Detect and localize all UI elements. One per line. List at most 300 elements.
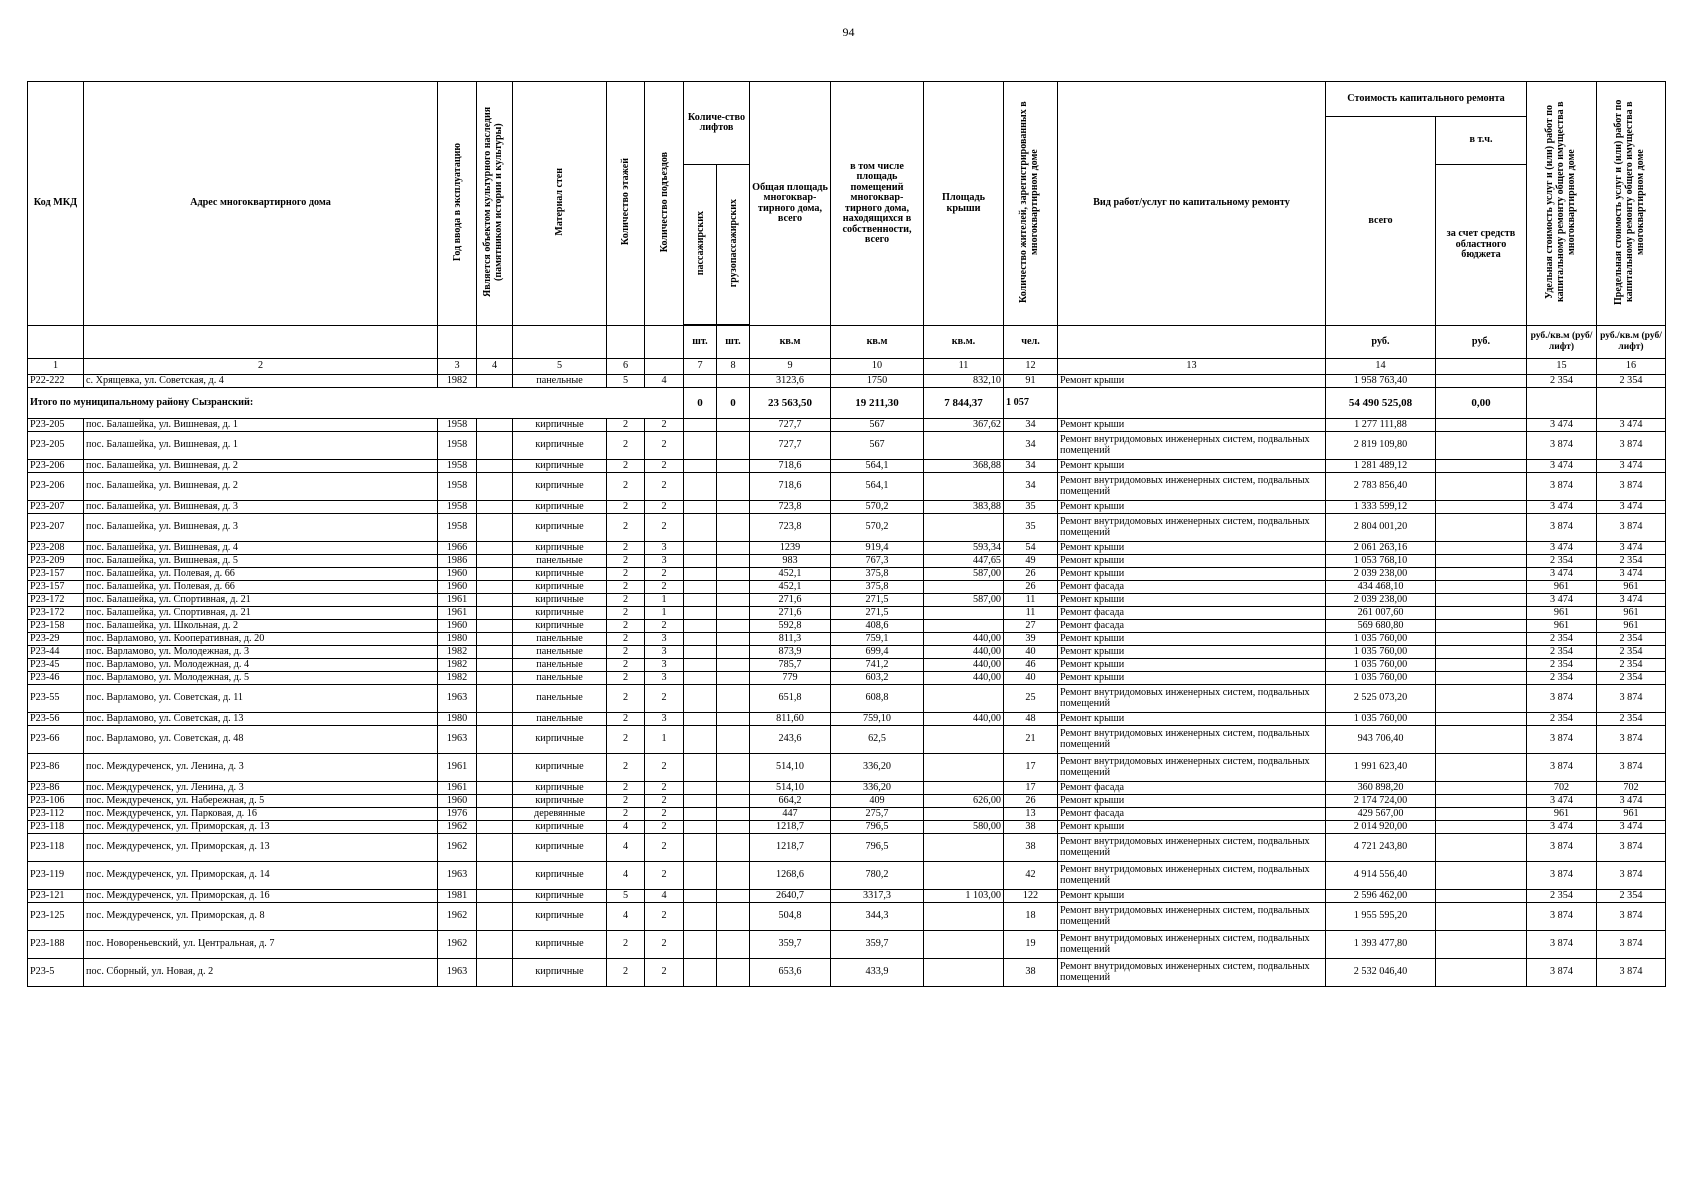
header-work-type: Вид работ/услуг по капитальному ремонту bbox=[1058, 82, 1326, 326]
cell-unit-cost: 3 474 bbox=[1527, 594, 1597, 607]
cell-address: пос. Междуреченск, ул. Парковая, д. 16 bbox=[84, 808, 438, 821]
cell-unit-cost: 3 874 bbox=[1527, 432, 1597, 460]
cell-unit-cost: 961 bbox=[1527, 620, 1597, 633]
cell-code: Р23-55 bbox=[28, 685, 84, 713]
cell-material: деревянные bbox=[513, 808, 607, 821]
header-lifts-freight: грузопассажирских bbox=[717, 165, 750, 325]
cell-roof-area: 580,00 bbox=[924, 821, 1004, 834]
cell-material: кирпичные bbox=[513, 607, 607, 620]
cell-lifts-freight bbox=[717, 460, 750, 473]
cell-code: Р23-5 bbox=[28, 959, 84, 987]
cell-lifts-freight bbox=[717, 890, 750, 903]
cell-residents: 18 bbox=[1004, 903, 1058, 931]
cell-work-type: Ремонт внутридомовых инженерных систем, подвальных помещений bbox=[1058, 726, 1326, 754]
cell-material: кирпичные bbox=[513, 795, 607, 808]
cell-code: Р23-158 bbox=[28, 620, 84, 633]
cell-floors: 2 bbox=[607, 672, 645, 685]
cell-lifts-passenger bbox=[684, 607, 717, 620]
cell-floors: 2 bbox=[607, 460, 645, 473]
cell-year: 1960 bbox=[438, 581, 477, 594]
cell-max-cost: 961 bbox=[1597, 581, 1666, 594]
cell-max-cost: 2 354 bbox=[1597, 659, 1666, 672]
col-num: 16 bbox=[1597, 359, 1666, 375]
cell-total-area: 785,7 bbox=[750, 659, 831, 672]
cell-max-cost: 2 354 bbox=[1597, 555, 1666, 568]
col-num bbox=[1436, 359, 1527, 375]
cell-entrances: 2 bbox=[645, 903, 684, 931]
cell-lifts-passenger bbox=[684, 555, 717, 568]
cell-lifts-freight bbox=[717, 594, 750, 607]
cell-roof-area: 440,00 bbox=[924, 646, 1004, 659]
cell-unit-cost: 702 bbox=[1527, 782, 1597, 795]
cell-residents: 25 bbox=[1004, 685, 1058, 713]
cell-material: кирпичные bbox=[513, 594, 607, 607]
header-max-cost: Предельная стоимость услуг и (или) работ по капитальному ремонту общего имущества в многоквартирном доме bbox=[1597, 82, 1666, 326]
cell-code: Р23-112 bbox=[28, 808, 84, 821]
cell-residents: 34 bbox=[1004, 460, 1058, 473]
cell-entrances: 1 bbox=[645, 726, 684, 754]
cell-roof-area bbox=[924, 959, 1004, 987]
cell-code: Р23-66 bbox=[28, 726, 84, 754]
cell-owned-area: 409 bbox=[831, 795, 924, 808]
header-year: Год ввода в эксплуатацию bbox=[438, 82, 477, 326]
table-row bbox=[28, 555, 1666, 568]
cell-address: пос. Балашейка, ул. Вишневая, д. 1 bbox=[84, 432, 438, 460]
cell-max-cost: 3 874 bbox=[1597, 862, 1666, 890]
cell-cost: 4 721 243,80 bbox=[1326, 834, 1436, 862]
unit-cell: руб./кв.м (руб/лифт) bbox=[1527, 326, 1597, 359]
cell-total-area: 664,2 bbox=[750, 795, 831, 808]
cell-unit-cost: 3 874 bbox=[1527, 959, 1597, 987]
cell-regional bbox=[1436, 419, 1527, 432]
cell-year: 1963 bbox=[438, 726, 477, 754]
cell-material: кирпичные bbox=[513, 460, 607, 473]
cell-heritage bbox=[477, 903, 513, 931]
cell-material: панельные bbox=[513, 633, 607, 646]
cell-residents: 38 bbox=[1004, 959, 1058, 987]
cell-material: кирпичные bbox=[513, 782, 607, 795]
cell-entrances: 2 bbox=[645, 821, 684, 834]
header-owned-area: в том числе площадь помещений многоквар-тирного дома, находящихся в собственности, всего bbox=[831, 82, 924, 326]
cell-entrances: 3 bbox=[645, 659, 684, 672]
cell-entrances: 2 bbox=[645, 514, 684, 542]
cell-lifts-freight bbox=[717, 672, 750, 685]
col-num: 13 bbox=[1058, 359, 1326, 375]
cell-address: пос. Междуреченск, ул. Приморская, д. 13 bbox=[84, 821, 438, 834]
cell-max-cost: 961 bbox=[1597, 808, 1666, 821]
cell-work-type: Ремонт крыши bbox=[1058, 633, 1326, 646]
cell-year: 1982 bbox=[438, 659, 477, 672]
cell-code: Р22-222 bbox=[28, 375, 84, 388]
cell-cost: 1 035 760,00 bbox=[1326, 633, 1436, 646]
cell-unit-cost: 3 474 bbox=[1527, 419, 1597, 432]
cell-address: пос. Варламово, ул. Молодежная, д. 5 bbox=[84, 672, 438, 685]
cell-unit-cost: 2 354 bbox=[1527, 555, 1597, 568]
cell-work-type: Ремонт крыши bbox=[1058, 795, 1326, 808]
cell-cost: 1 955 595,20 bbox=[1326, 903, 1436, 931]
cell-entrances: 2 bbox=[645, 862, 684, 890]
cell-cost: 434 468,10 bbox=[1326, 581, 1436, 594]
cell-heritage bbox=[477, 808, 513, 821]
cell-work-type: Ремонт крыши bbox=[1058, 555, 1326, 568]
cell-work-type: Ремонт крыши bbox=[1058, 672, 1326, 685]
cell-entrances: 2 bbox=[645, 834, 684, 862]
cell-work-type: Ремонт внутридомовых инженерных систем, подвальных помещений bbox=[1058, 473, 1326, 501]
cell-lifts-passenger bbox=[684, 460, 717, 473]
cell-work-type: Ремонт внутридомовых инженерных систем, подвальных помещений bbox=[1058, 514, 1326, 542]
cell-material: кирпичные bbox=[513, 903, 607, 931]
table-row bbox=[28, 659, 1666, 672]
cell-lifts-passenger bbox=[684, 672, 717, 685]
cell-year: 1962 bbox=[438, 834, 477, 862]
column-numbers-row bbox=[28, 359, 1666, 375]
cell-regional bbox=[1436, 432, 1527, 460]
cell-address: пос. Балашейка, ул. Вишневая, д. 2 bbox=[84, 460, 438, 473]
cell-total-area: 718,6 bbox=[750, 473, 831, 501]
table-row bbox=[28, 419, 1666, 432]
table-row bbox=[28, 672, 1666, 685]
cell-unit-cost: 3 874 bbox=[1527, 903, 1597, 931]
cell-heritage bbox=[477, 931, 513, 959]
cell-work-type: Ремонт внутридомовых инженерных систем, подвальных помещений bbox=[1058, 685, 1326, 713]
table-header bbox=[28, 82, 1666, 375]
cell-unit-cost: 3 874 bbox=[1527, 514, 1597, 542]
cell-lifts-passenger bbox=[684, 726, 717, 754]
cell-address: пос. Междуреченск, ул. Приморская, д. 13 bbox=[84, 834, 438, 862]
cell-owned-area: 759,1 bbox=[831, 633, 924, 646]
cell-total-area: 983 bbox=[750, 555, 831, 568]
cell-floors: 2 bbox=[607, 795, 645, 808]
total-body bbox=[28, 388, 1666, 419]
cell-total-area: 1239 bbox=[750, 542, 831, 555]
table-row bbox=[28, 795, 1666, 808]
cell-heritage bbox=[477, 542, 513, 555]
cell-owned-area: 62,5 bbox=[831, 726, 924, 754]
cell-residents: 11 bbox=[1004, 607, 1058, 620]
cell-work-type: Ремонт фасада bbox=[1058, 607, 1326, 620]
cell-lifts-passenger bbox=[684, 890, 717, 903]
cell-year: 1982 bbox=[438, 672, 477, 685]
cell-entrances: 2 bbox=[645, 808, 684, 821]
cell-owned-area: 608,8 bbox=[831, 685, 924, 713]
cell-code: Р23-44 bbox=[28, 646, 84, 659]
cell-code: Р23-209 bbox=[28, 555, 84, 568]
cell-owned-area: 564,1 bbox=[831, 460, 924, 473]
cell-roof-area: 832,10 bbox=[924, 375, 1004, 388]
cell-lifts-freight bbox=[717, 931, 750, 959]
cell-heritage bbox=[477, 754, 513, 782]
cell-lifts-freight bbox=[717, 795, 750, 808]
cell-code: Р23-172 bbox=[28, 607, 84, 620]
cell-year: 1963 bbox=[438, 959, 477, 987]
cell-floors: 2 bbox=[607, 808, 645, 821]
cell-material: панельные bbox=[513, 375, 607, 388]
cell-regional bbox=[1436, 646, 1527, 659]
cell-address: пос. Междуреченск, ул. Приморская, д. 14 bbox=[84, 862, 438, 890]
cell-year: 1960 bbox=[438, 795, 477, 808]
cell-cost: 2 174 724,00 bbox=[1326, 795, 1436, 808]
cell-cost: 1 035 760,00 bbox=[1326, 713, 1436, 726]
cell-work-type: Ремонт крыши bbox=[1058, 375, 1326, 388]
cell-total-area: 447 bbox=[750, 808, 831, 821]
cell-cost: 2 819 109,80 bbox=[1326, 432, 1436, 460]
cell-total-area: 504,8 bbox=[750, 903, 831, 931]
cell-roof-area bbox=[924, 432, 1004, 460]
cell-work-type: Ремонт крыши bbox=[1058, 713, 1326, 726]
cell-owned-area: 796,5 bbox=[831, 821, 924, 834]
cell-floors: 5 bbox=[607, 890, 645, 903]
header-lifts-passenger: пассажирских bbox=[684, 165, 717, 325]
cell-unit-cost: 2 354 bbox=[1527, 646, 1597, 659]
cell-lifts-freight bbox=[717, 862, 750, 890]
cell-max-cost: 3 474 bbox=[1597, 419, 1666, 432]
cell-owned-area: 375,8 bbox=[831, 581, 924, 594]
cell-total-area: 718,6 bbox=[750, 460, 831, 473]
capital-repair-table bbox=[27, 81, 1666, 987]
cell-code: Р23-157 bbox=[28, 568, 84, 581]
cell-code: Р23-157 bbox=[28, 581, 84, 594]
cell-address: пос. Междуреченск, ул. Ленина, д. 3 bbox=[84, 754, 438, 782]
cell-total-area: 3123,6 bbox=[750, 375, 831, 388]
header-regional-budget: за счет средств областного бюджета bbox=[1436, 165, 1527, 326]
cell-year: 1958 bbox=[438, 514, 477, 542]
cell-max-cost: 3 474 bbox=[1597, 501, 1666, 514]
cell-heritage bbox=[477, 375, 513, 388]
cell-heritage bbox=[477, 620, 513, 633]
cell-residents: 40 bbox=[1004, 646, 1058, 659]
total-residents: 1 057 bbox=[1004, 388, 1058, 419]
cell-owned-area: 741,2 bbox=[831, 659, 924, 672]
cell-max-cost: 3 474 bbox=[1597, 460, 1666, 473]
cell-cost: 1 958 763,40 bbox=[1326, 375, 1436, 388]
cell-material: кирпичные bbox=[513, 419, 607, 432]
cell-entrances: 2 bbox=[645, 432, 684, 460]
total-regional: 0,00 bbox=[1436, 388, 1527, 419]
cell-roof-area bbox=[924, 834, 1004, 862]
cell-code: Р23-206 bbox=[28, 473, 84, 501]
cell-material: кирпичные bbox=[513, 432, 607, 460]
cell-total-area: 452,1 bbox=[750, 568, 831, 581]
cell-cost: 1 281 489,12 bbox=[1326, 460, 1436, 473]
cell-max-cost: 3 474 bbox=[1597, 542, 1666, 555]
cell-unit-cost: 3 474 bbox=[1527, 795, 1597, 808]
cell-lifts-passenger bbox=[684, 931, 717, 959]
cell-year: 1961 bbox=[438, 754, 477, 782]
cell-regional bbox=[1436, 659, 1527, 672]
cell-heritage bbox=[477, 834, 513, 862]
cell-floors: 2 bbox=[607, 542, 645, 555]
cell-unit-cost: 2 354 bbox=[1527, 375, 1597, 388]
cell-max-cost: 3 874 bbox=[1597, 473, 1666, 501]
cell-total-area: 452,1 bbox=[750, 581, 831, 594]
cell-lifts-freight bbox=[717, 581, 750, 594]
cell-cost: 1 991 623,40 bbox=[1326, 754, 1436, 782]
cell-year: 1963 bbox=[438, 862, 477, 890]
cell-residents: 122 bbox=[1004, 890, 1058, 903]
cell-heritage bbox=[477, 555, 513, 568]
cell-regional bbox=[1436, 834, 1527, 862]
table-row bbox=[28, 890, 1666, 903]
cell-work-type: Ремонт внутридомовых инженерных систем, подвальных помещений bbox=[1058, 754, 1326, 782]
cell-max-cost: 961 bbox=[1597, 607, 1666, 620]
cell-unit-cost: 2 354 bbox=[1527, 890, 1597, 903]
cell-cost: 2 596 462,00 bbox=[1326, 890, 1436, 903]
cell-total-area: 723,8 bbox=[750, 501, 831, 514]
cell-residents: 49 bbox=[1004, 555, 1058, 568]
cell-entrances: 3 bbox=[645, 633, 684, 646]
cell-owned-area: 375,8 bbox=[831, 568, 924, 581]
unit-cell: шт. bbox=[717, 326, 750, 359]
cell-residents: 26 bbox=[1004, 795, 1058, 808]
cell-roof-area bbox=[924, 808, 1004, 821]
total-lifts-passenger: 0 bbox=[684, 388, 717, 419]
cell-heritage bbox=[477, 514, 513, 542]
cell-cost: 2 783 856,40 bbox=[1326, 473, 1436, 501]
cell-year: 1981 bbox=[438, 890, 477, 903]
cell-regional bbox=[1436, 581, 1527, 594]
header-code: Код МКД bbox=[28, 82, 84, 326]
cell-regional bbox=[1436, 514, 1527, 542]
rows-body bbox=[28, 419, 1666, 987]
cell-year: 1962 bbox=[438, 903, 477, 931]
cell-lifts-passenger bbox=[684, 594, 717, 607]
cell-lifts-passenger bbox=[684, 782, 717, 795]
cell-cost: 2 039 238,00 bbox=[1326, 568, 1436, 581]
cell-floors: 2 bbox=[607, 959, 645, 987]
cell-address: пос. Междуреченск, ул. Приморская, д. 16 bbox=[84, 890, 438, 903]
table-row bbox=[28, 821, 1666, 834]
cell-material: панельные bbox=[513, 659, 607, 672]
cell-floors: 2 bbox=[607, 432, 645, 460]
cell-owned-area: 271,5 bbox=[831, 607, 924, 620]
cell-floors: 2 bbox=[607, 685, 645, 713]
cell-material: кирпичные bbox=[513, 542, 607, 555]
cell-residents: 48 bbox=[1004, 713, 1058, 726]
cell-total-area: 811,60 bbox=[750, 713, 831, 726]
cell-floors: 2 bbox=[607, 419, 645, 432]
cell-lifts-freight bbox=[717, 633, 750, 646]
cell-unit-cost: 2 354 bbox=[1527, 713, 1597, 726]
cell-address: пос. Балашейка, ул. Вишневая, д. 1 bbox=[84, 419, 438, 432]
cell-total-area: 1218,7 bbox=[750, 834, 831, 862]
cell-work-type: Ремонт крыши bbox=[1058, 821, 1326, 834]
cell-address: пос. Междуреченск, ул. Набережная, д. 5 bbox=[84, 795, 438, 808]
cell-material: кирпичные bbox=[513, 754, 607, 782]
cell-code: Р23-46 bbox=[28, 672, 84, 685]
cell-lifts-freight bbox=[717, 808, 750, 821]
cell-owned-area: 919,4 bbox=[831, 542, 924, 555]
cell-regional bbox=[1436, 633, 1527, 646]
cell-cost: 261 007,60 bbox=[1326, 607, 1436, 620]
cell-roof-area: 440,00 bbox=[924, 659, 1004, 672]
cell-cost: 4 914 556,40 bbox=[1326, 862, 1436, 890]
cell-address: с. Хрящевка, ул. Советская, д. 4 bbox=[84, 375, 438, 388]
cell-regional bbox=[1436, 542, 1527, 555]
cell-floors: 5 bbox=[607, 375, 645, 388]
cell-lifts-passenger bbox=[684, 633, 717, 646]
cell-entrances: 2 bbox=[645, 581, 684, 594]
cell-address: пос. Балашейка, ул. Полевая, д. 66 bbox=[84, 581, 438, 594]
cell-lifts-passenger bbox=[684, 501, 717, 514]
cell-entrances: 2 bbox=[645, 959, 684, 987]
cell-roof-area: 587,00 bbox=[924, 594, 1004, 607]
cell-owned-area: 564,1 bbox=[831, 473, 924, 501]
col-num bbox=[645, 359, 684, 375]
cell-max-cost: 2 354 bbox=[1597, 375, 1666, 388]
cell-floors: 2 bbox=[607, 931, 645, 959]
cell-year: 1958 bbox=[438, 419, 477, 432]
cell-lifts-passenger bbox=[684, 959, 717, 987]
cell-lifts-passenger bbox=[684, 568, 717, 581]
cell-roof-area bbox=[924, 620, 1004, 633]
cell-residents: 91 bbox=[1004, 375, 1058, 388]
cell-address: пос. Балашейка, ул. Вишневая, д. 5 bbox=[84, 555, 438, 568]
cell-unit-cost: 3 874 bbox=[1527, 931, 1597, 959]
header-residents: Количество жителей, зарегистрированных в многоквартирном доме bbox=[1004, 82, 1058, 326]
cell-total-area: 779 bbox=[750, 672, 831, 685]
cell-cost: 1 035 760,00 bbox=[1326, 659, 1436, 672]
cell-regional bbox=[1436, 473, 1527, 501]
cell-lifts-freight bbox=[717, 726, 750, 754]
cell-lifts-passenger bbox=[684, 375, 717, 388]
cell-max-cost: 3 874 bbox=[1597, 432, 1666, 460]
cell-owned-area: 767,3 bbox=[831, 555, 924, 568]
cell-entrances: 3 bbox=[645, 713, 684, 726]
cell-total-area: 243,6 bbox=[750, 726, 831, 754]
cell-material: кирпичные bbox=[513, 890, 607, 903]
cell-unit-cost: 3 474 bbox=[1527, 501, 1597, 514]
header-floors: Количество этажей bbox=[607, 82, 645, 326]
cell-heritage bbox=[477, 581, 513, 594]
cell-entrances: 2 bbox=[645, 782, 684, 795]
cell-material: кирпичные bbox=[513, 862, 607, 890]
cell-owned-area: 567 bbox=[831, 419, 924, 432]
cell-floors: 2 bbox=[607, 713, 645, 726]
cell-work-type: Ремонт фасада bbox=[1058, 782, 1326, 795]
cell-lifts-freight bbox=[717, 782, 750, 795]
cell-floors: 2 bbox=[607, 473, 645, 501]
cell-unit-cost: 2 354 bbox=[1527, 659, 1597, 672]
cell-max-cost: 3 874 bbox=[1597, 931, 1666, 959]
cell-lifts-freight bbox=[717, 620, 750, 633]
cell-entrances: 2 bbox=[645, 568, 684, 581]
cell-max-cost: 702 bbox=[1597, 782, 1666, 795]
cell-total-area: 2640,7 bbox=[750, 890, 831, 903]
cell-roof-area bbox=[924, 514, 1004, 542]
cell-roof-area bbox=[924, 903, 1004, 931]
cell-roof-area: 367,62 bbox=[924, 419, 1004, 432]
cell-year: 1962 bbox=[438, 821, 477, 834]
cell-code: Р23-172 bbox=[28, 594, 84, 607]
cell-address: пос. Новореньевский, ул. Центральная, д. 7 bbox=[84, 931, 438, 959]
cell-heritage bbox=[477, 646, 513, 659]
cell-floors: 2 bbox=[607, 594, 645, 607]
cell-regional bbox=[1436, 672, 1527, 685]
cell-cost: 569 680,80 bbox=[1326, 620, 1436, 633]
col-num: 7 bbox=[684, 359, 717, 375]
cell-roof-area bbox=[924, 754, 1004, 782]
cell-entrances: 3 bbox=[645, 672, 684, 685]
unit-cell: шт. bbox=[684, 326, 717, 359]
table-row bbox=[28, 514, 1666, 542]
cell-unit-cost: 2 354 bbox=[1527, 672, 1597, 685]
cell-owned-area: 408,6 bbox=[831, 620, 924, 633]
cell-unit-cost: 961 bbox=[1527, 581, 1597, 594]
cell-lifts-passenger bbox=[684, 862, 717, 890]
cell-regional bbox=[1436, 375, 1527, 388]
cell-owned-area: 796,5 bbox=[831, 834, 924, 862]
cell-regional bbox=[1436, 726, 1527, 754]
